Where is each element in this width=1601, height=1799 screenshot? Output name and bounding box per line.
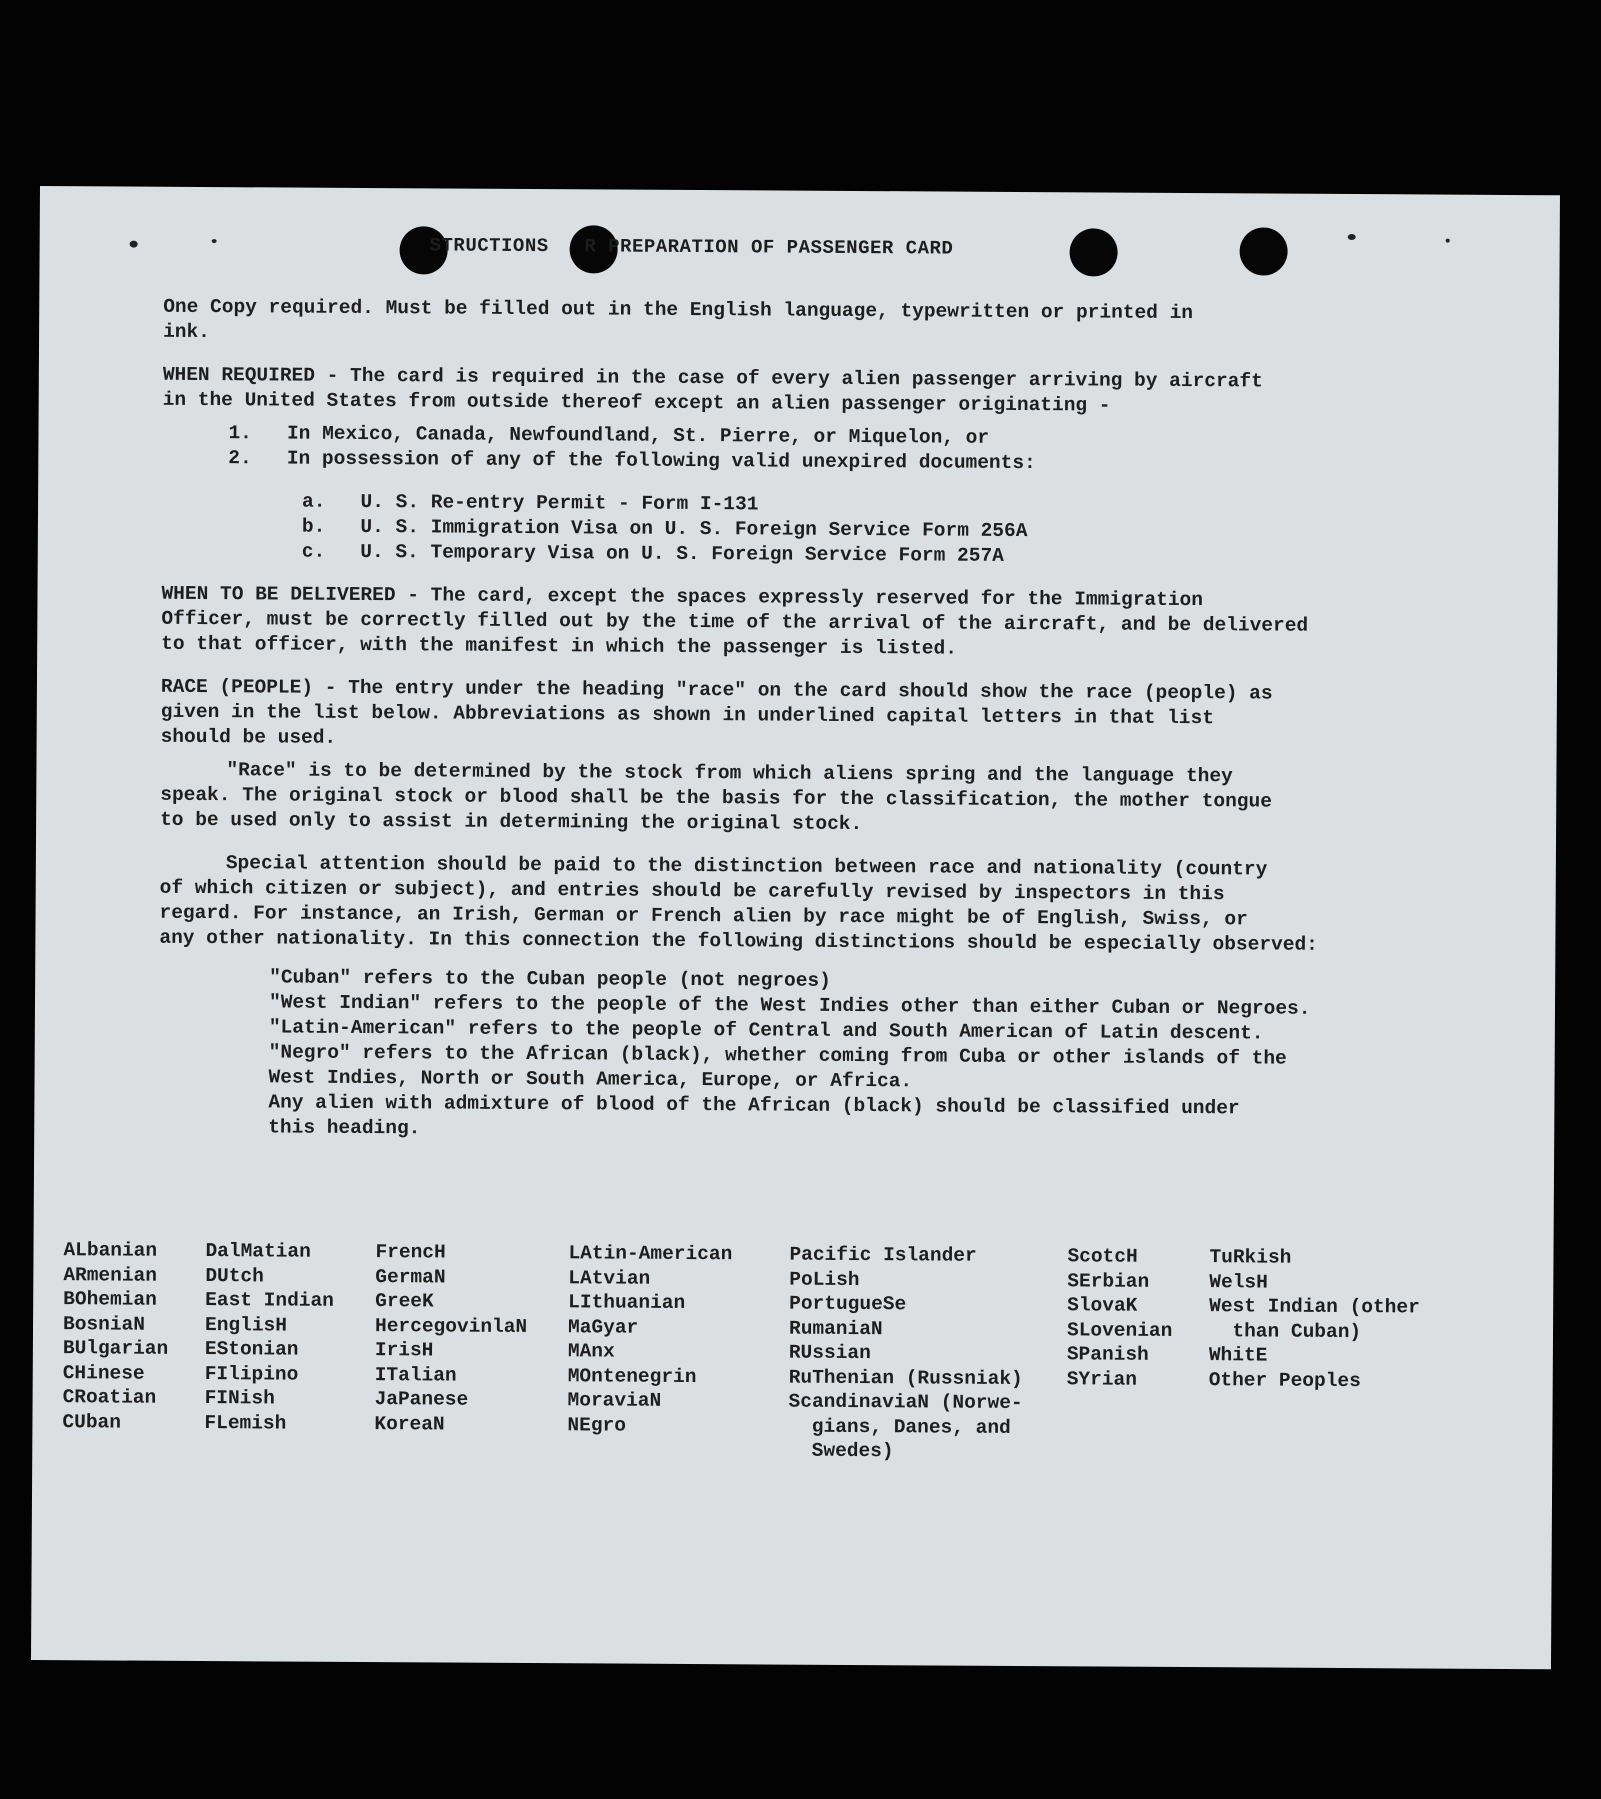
race-item: NEgro	[567, 1413, 627, 1437]
ink-speck	[1348, 234, 1356, 240]
race-item: ITalian	[374, 1363, 457, 1387]
list-item: a. U. S. Re-entry Permit - Form I-131	[302, 490, 759, 516]
race-item: MOntenegrin	[567, 1364, 697, 1388]
race-item: EStonian	[204, 1338, 299, 1361]
race-column-3	[374, 1240, 527, 1437]
distinction-item: Any alien with admixture of blood of the African (black) should be classified under this heading.	[268, 1091, 1240, 1140]
race-item: DUtch	[205, 1264, 264, 1287]
race-item: LAtvian	[568, 1266, 651, 1290]
race-item: LIthuanian	[568, 1291, 686, 1314]
race-item: FrencH	[375, 1241, 446, 1264]
race-item: CRoatian	[62, 1386, 157, 1409]
race-list	[62, 1238, 1543, 1487]
race-item: MAnx	[567, 1340, 615, 1363]
ink-speck	[1446, 239, 1450, 243]
race-item: EnglisH	[204, 1313, 288, 1337]
special-attention-paragraph: Special attention should be paid to the distinction between race and nationality (country of which citizen or subject), and entries should be carefully revised by inspectors in this regard. For instance, an Irish, German or French alien by race might be of English, Swiss, or any other nationality. In this connection the following distinctions should be especially observed:	[159, 852, 1318, 956]
numbered-list	[228, 421, 1522, 479]
lettered-list	[302, 490, 1522, 572]
list-item: 1. In Mexico, Canada, Newfoundland, St. Pierre, or Miquelon, or	[228, 422, 990, 449]
instructions-body	[158, 295, 1523, 1148]
distinction-item: "Latin-American" refers to the people of Central and South American of Latin descent.	[268, 1016, 1264, 1045]
when-delivered-paragraph: WHEN TO BE DELIVERED - The card, except the spaces expressly reserved for the Immigration Officer, must be correctly filled out by the time of the arrival of the aircraft, and be delivered to that officer, with the manifest in which the passenger is listed.	[161, 582, 1309, 660]
race-definition-paragraph: "Race" is to be determined by the stock from which aliens spring and the language they speak. The original stock or blood shall be the basis for the classification, the mother tongue to be used only to assist in determining the original stock.	[160, 759, 1273, 836]
race-item: KoreaN	[374, 1412, 445, 1435]
race-item: RUssian	[788, 1341, 871, 1365]
race-item: SLovenian	[1066, 1318, 1173, 1342]
race-item: WhitE	[1208, 1344, 1268, 1367]
race-item: RumaniaN	[788, 1317, 883, 1340]
race-item: PoLish	[789, 1268, 860, 1291]
punch-hole	[1069, 228, 1117, 276]
race-item: West Indian (other	[1209, 1295, 1420, 1319]
race-item: SErbian	[1067, 1269, 1150, 1293]
race-item: WelsH	[1209, 1270, 1268, 1294]
race-item: FINish	[204, 1387, 275, 1410]
race-item: IrisH	[374, 1339, 434, 1362]
intro-paragraph: One Copy required. Must be filled out in the English language, typewritten or printed in ink.	[163, 295, 1194, 344]
race-item: SYrian	[1066, 1367, 1138, 1391]
distinctions-list	[268, 965, 1519, 1148]
race-item: BUlgarian	[62, 1337, 169, 1360]
punch-hole	[1239, 227, 1287, 275]
race-item: LAtin-American	[568, 1242, 733, 1266]
document-title: STRUCTIONS R PREPARATION OF PASSENGER CARD	[429, 234, 954, 260]
distinction-item: "Cuban" refers to the Cuban people (not negroes)	[269, 966, 831, 992]
race-column-2	[204, 1239, 334, 1436]
race-item: than Cuban)	[1208, 1319, 1362, 1343]
list-item: 2. In possession of any of the following valid unexpired documents:	[228, 447, 1036, 475]
race-column-6	[1067, 1244, 1173, 1392]
distinction-item: "Negro" refers to the African (black), whether coming from Cuba or other islands of the West Indies, North or South America, Europe, or Africa.	[268, 1041, 1287, 1093]
list-item: c. U. S. Temporary Visa on U. S. Foreign Service Form 257A	[301, 540, 1004, 567]
list-item: b. U. S. Immigration Visa on U. S. Foreign Service Form 256A	[301, 515, 1028, 543]
race-item: FLemish	[204, 1411, 287, 1435]
race-item: RuThenian (Russniak)	[788, 1366, 1023, 1390]
race-item: Pacific Islander	[789, 1243, 977, 1267]
race-item: ScandinaviaN (Norwe-	[788, 1390, 1023, 1415]
race-item: ScotcH	[1067, 1245, 1138, 1268]
race-item: FIlipino	[204, 1362, 299, 1386]
race-item: HercegovinlaN	[374, 1314, 528, 1338]
race-item: SPanish	[1066, 1343, 1149, 1366]
ink-speck	[130, 241, 138, 248]
race-item: CHinese	[62, 1361, 145, 1385]
race-column-5	[788, 1243, 1023, 1465]
race-column-7	[1209, 1245, 1421, 1393]
race-item: DalMatian	[205, 1240, 311, 1263]
race-item: BosniaN	[62, 1312, 146, 1336]
race-people-paragraph: RACE (PEOPLE) - The entry under the heading "race" on the card should show the race (people) as given in the list below. Abbreviations as shown in underlined capital letters in that list should be used.	[160, 675, 1273, 749]
race-item: ARmenian	[63, 1263, 158, 1287]
race-item: Other Peoples	[1208, 1368, 1361, 1392]
distinction-item: "West Indian" refers to the people of the West Indies other than either Cuban or Negroes.	[268, 991, 1311, 1020]
race-item: Swedes)	[788, 1439, 894, 1463]
race-item: gians, Danes, and	[788, 1415, 1011, 1439]
document-sheet	[31, 186, 1560, 1669]
race-item: MaGyar	[567, 1315, 639, 1339]
when-required-paragraph: WHEN REQUIRED - The card is required in the case of every alien passenger arriving by aircraft in the United States from outside thereof except an alien passenger originating -	[162, 363, 1263, 417]
race-item: GreeK	[375, 1290, 434, 1313]
race-item: TuRkish	[1209, 1246, 1292, 1269]
race-column-4	[567, 1241, 732, 1438]
race-item: East Indian	[205, 1289, 334, 1312]
race-item: BOhemian	[63, 1288, 157, 1311]
race-item: SlovaK	[1067, 1294, 1138, 1317]
race-item: PortugueSe	[789, 1292, 907, 1316]
race-item: ALbanian	[63, 1239, 158, 1262]
race-item: JaPanese	[374, 1388, 469, 1411]
race-column-1	[62, 1238, 169, 1435]
race-item: CUban	[62, 1410, 122, 1434]
ink-speck	[212, 239, 217, 243]
race-item: GermaN	[375, 1265, 446, 1288]
race-item: MoraviaN	[567, 1389, 662, 1412]
